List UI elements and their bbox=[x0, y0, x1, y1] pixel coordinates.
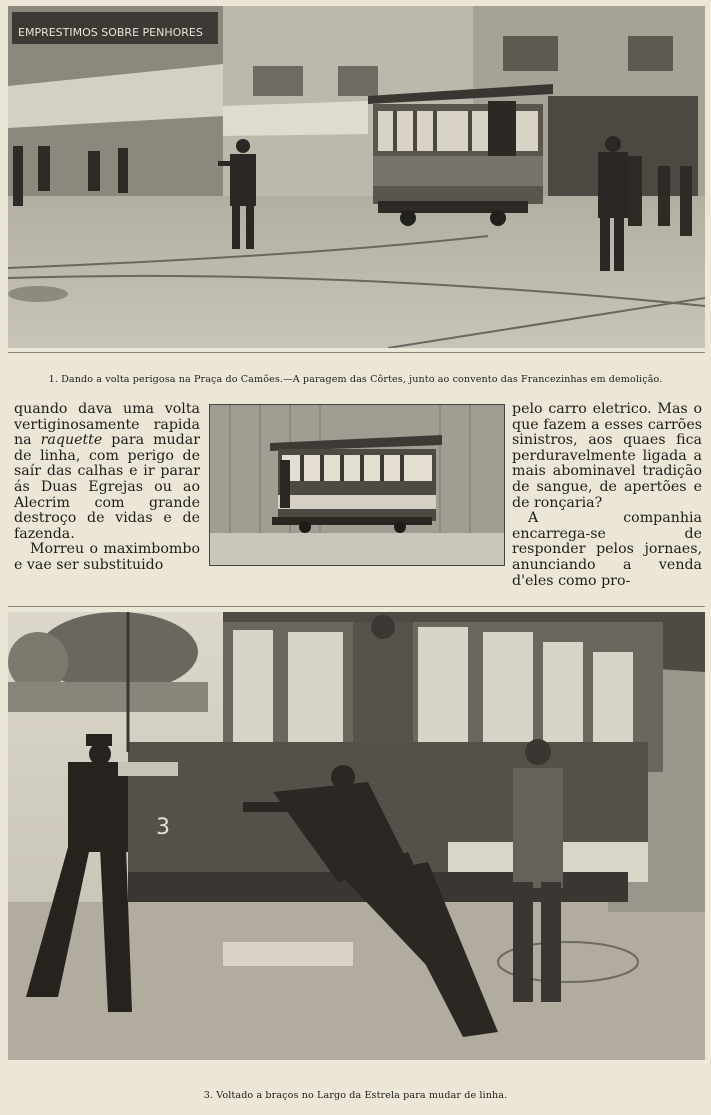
caption-figure-1: 1. Dando a volta perigosa na Praça do Camões.—A paragem das Côrtes, junto ao convento das Francezinhas em demolição. bbox=[48, 374, 663, 385]
shop-sign: EMPRESTIMOS SOBRE PENHORES bbox=[18, 26, 203, 39]
italic-term: raquette bbox=[40, 432, 103, 449]
text-run: para mudar de linha, com perigo de saír das calhas e ir parar ás Duas Egrejas ou ao Alecrim com grande destroço de vidas e de fazenda. bbox=[14, 432, 201, 542]
photo-largo-estrela bbox=[8, 612, 705, 1060]
divider-rule bbox=[8, 352, 705, 353]
text-run: quando dava uma volta vertiginosamente rapida na bbox=[14, 401, 200, 449]
photo-praca-camoes bbox=[8, 6, 705, 348]
photo-tram-inset-image bbox=[210, 405, 504, 565]
article-paragraph: A companhia encarrega-se de responder pelos jornaes, anunciando a venda d'eles como pro- bbox=[512, 510, 702, 589]
article-column-right bbox=[512, 402, 702, 589]
photo-largo-estrela-image bbox=[8, 612, 705, 1060]
photo-tram-inset bbox=[209, 404, 505, 566]
photo-praca-camoes-image bbox=[8, 6, 705, 348]
article-column-left bbox=[14, 402, 200, 574]
tram-number: 3 bbox=[156, 815, 170, 840]
divider-rule bbox=[8, 606, 705, 607]
article-paragraph bbox=[14, 402, 200, 542]
article-paragraph: pelo carro eletrico. Mas o que fazem a esses carrões sinistros, aos quaes fica perduravelmente ligada a mais abominavel tradição de sangue, de apertões e de ronçaria? bbox=[512, 401, 702, 511]
article-paragraph: Morreu o maximbombo e vae ser substituido bbox=[14, 541, 200, 573]
caption-figure-3: 3. Voltado a braços no Largo da Estrela para mudar de linha. bbox=[203, 1090, 508, 1101]
